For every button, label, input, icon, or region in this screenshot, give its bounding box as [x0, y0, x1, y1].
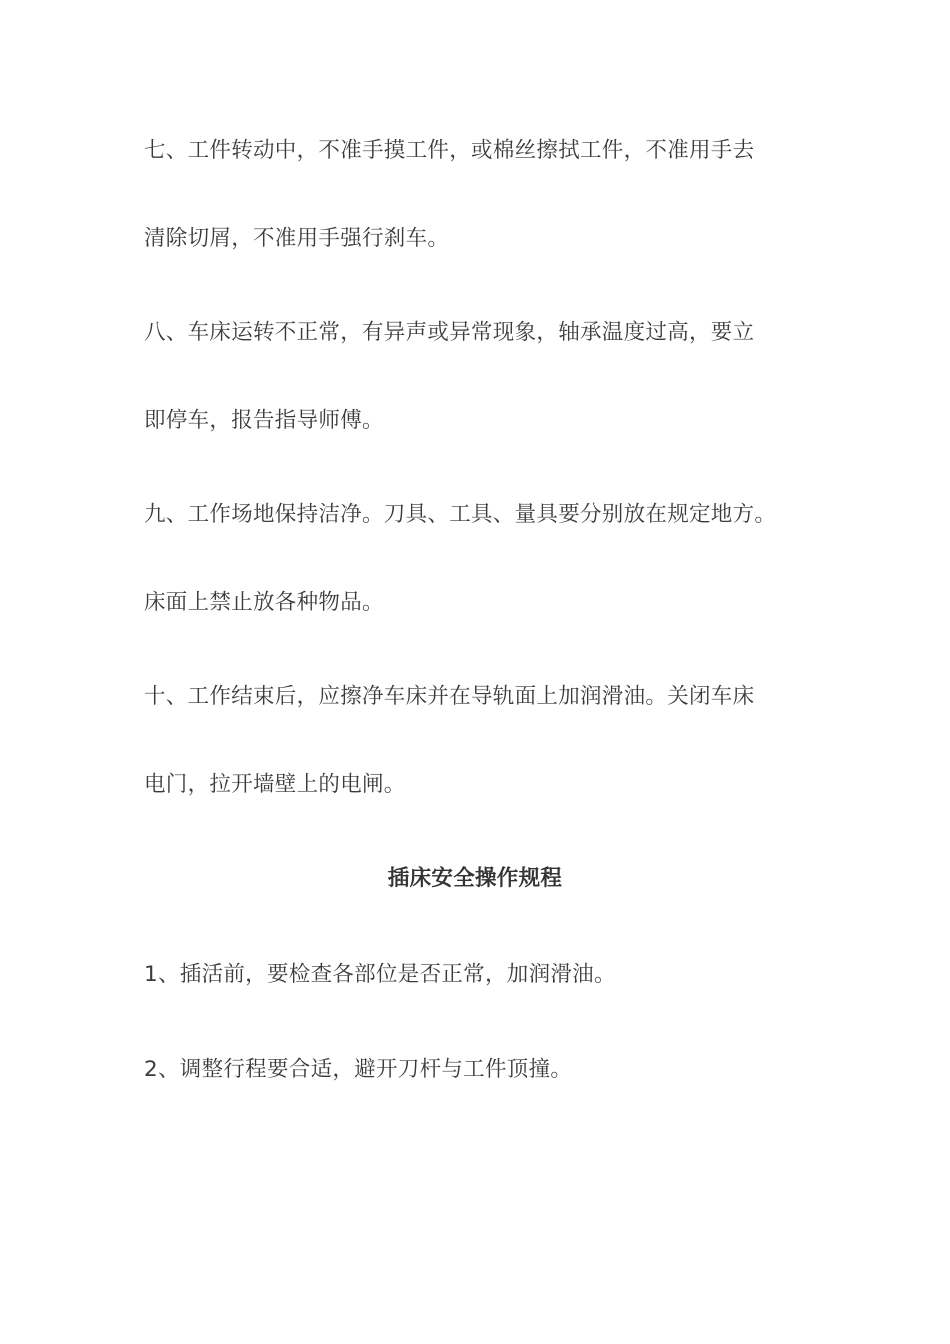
item-8-line-1: 八、车床运转不正常，有异声或异常现象，轴承温度过高，要立 — [144, 320, 755, 345]
item-8-line-2: 即停车，报告指导师傅。 — [144, 408, 384, 433]
item-7-line-1: 七、工件转动中，不准手摸工件，或棉丝擦拭工件，不准用手去 — [144, 138, 755, 163]
item-9-line-1: 九、工作场地保持洁净。刀具、工具、量具要分别放在规定地方。 — [144, 502, 777, 527]
item-10-line-2: 电门，拉开墙壁上的电闸。 — [144, 772, 406, 797]
section-title: 插床安全操作规程 — [387, 866, 563, 891]
item-10-line-1: 十、工作结束后，应擦净车床并在导轨面上加润滑油。关闭车床 — [144, 684, 755, 709]
section-item-2: 2、调整行程要合适，避开刀杆与工件顶撞。 — [144, 1057, 573, 1082]
section-item-1: 1、插活前，要检查各部位是否正常，加润滑油。 — [144, 962, 616, 987]
item-7-line-2: 清除切屑，不准用手强行刹车。 — [144, 226, 450, 251]
item-9-line-2: 床面上禁止放各种物品。 — [144, 590, 384, 615]
